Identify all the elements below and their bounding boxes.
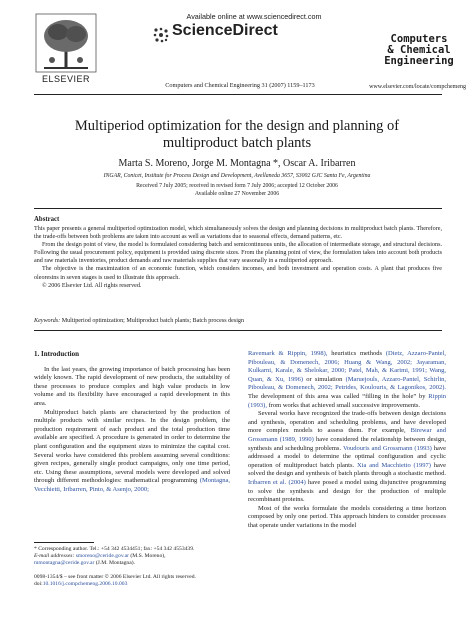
email-owner: (J.M. Montagna).: [95, 560, 135, 567]
keywords-text: Multiperiod optimization; Multiproduct batch plants; Batch process design: [61, 318, 244, 324]
corresponding-author: * Corresponding author. Tel.: +54 342 4534451; fax: +54 342 4553439.: [34, 546, 195, 552]
abstract-top-rule: [34, 208, 442, 209]
affiliation: INGAR, Conicet, Institute for Process Design and Development, Avellaneda 3657, S3002 GJC Santa Fe, Argentina: [103, 173, 371, 179]
email-link[interactable]: smoreno@ceride.gov.ar: [75, 553, 129, 560]
body-text: have solved the design and synthesis of batch plants through a stochastic method.: [248, 461, 446, 478]
article-title: [40, 118, 434, 152]
journal-logo: [376, 34, 462, 67]
available-online-date: Available online 27 November 2006: [194, 190, 280, 197]
body-text: have addressed a model to determine the optimal configuration and cyclic operation of multiproduct batch plants.: [248, 444, 446, 469]
section-heading-introduction: 1. Introduction: [34, 350, 79, 358]
sciencedirect-dots-icon: [152, 26, 170, 44]
publisher-name: ELSEVIER: [41, 74, 91, 84]
received-dates: Received 7 July 2005; received in revised form 7 July 2006; accepted 12 October 2006: [136, 183, 338, 189]
abstract-paragraph: From the design point of view, the model is formulated considering batch and semicontinuous units, the allocation of intermediate storage, and structural decisions. Following the usual procurement policy, equipment is provided using discrete sizes. From the planning point of view, the formulation takes into account both products and raw materials inventories, product demands and raw materials supplies that vary seasonally in a multiperiod approach.: [34, 242, 442, 265]
journal-url[interactable]: www.elsevier.com/locate/compchemeng: [369, 84, 466, 90]
email-line: [34, 560, 230, 567]
citation-link[interactable]: Birewar and Grossmann (1989, 1990): [248, 427, 446, 443]
citation-link[interactable]: Xia and Macchietto (1997): [357, 461, 431, 469]
header-rule: [34, 94, 442, 95]
body-text: heuristics methods: [327, 350, 386, 357]
email-owner: (M.S. Moreno),: [130, 553, 166, 560]
citation-link[interactable]: (Montagna, Vecchietti, Iribarren, Pinto, & Asenjo, 2000;: [34, 477, 230, 493]
journal-logo-line1: Computers: [390, 33, 448, 45]
doi-line: [34, 581, 230, 588]
author-list: Marta S. Moreno, Jorge M. Montagna *, Oscar A. Iribarren: [118, 158, 356, 169]
available-online-text: Available online at www.sciencedirect.com: [186, 12, 322, 21]
body-paragraph: Most of the works formulate the models considering a time horizon composed by only one period. This approach hinders to consider processes that operate under variations in the model: [248, 504, 446, 529]
abstract-body: [34, 225, 442, 290]
doi-label: doi:: [34, 581, 43, 588]
title-line2: multiproduct batch plants: [162, 135, 312, 151]
corresponding-author-footnote: [34, 542, 230, 568]
doi-link[interactable]: 10.1016/j.compchemeng.2006.10.003: [42, 581, 128, 588]
citation-link[interactable]: Ravemark & Rippin, 1998),: [248, 350, 328, 357]
citation-link[interactable]: Rippin (1993),: [248, 392, 446, 409]
citation-link[interactable]: (Dietz, Azzaro-Pantel, Pibouleau, & Domenech, 2006; Huang & Wang, 2002; Jayaraman, Kulkarni, Karale, & Shelokar, 2000; Patel, Mah, & Karimi, 1991; Wang, Quan, & Xu, 1996): [248, 350, 446, 383]
body-text: The development of this area was called “filling in the hole” by: [248, 392, 429, 400]
copyright-line: © 2006 Elsevier Ltd. All rights reserved.: [42, 282, 142, 289]
abstract-paragraph: This paper presents a general multiperiod optimization model, which simultaneously solves the design and planning decisions in multiproduct batch plants. Therefore, the trade-offs between both problems are taken into account as well as variations due to seasonal effects, demand patterns, etc.: [34, 226, 442, 241]
issn-doi-block: [34, 574, 230, 588]
abstract-heading: Abstract: [34, 216, 60, 223]
keywords-line: [34, 318, 442, 324]
body-text: have considered the relationship between design, synthesis and scheduling problems.: [248, 435, 446, 452]
email-label: E-mail addresses:: [34, 553, 75, 560]
right-column: [248, 350, 446, 530]
body-paragraph: [34, 409, 230, 495]
email-link[interactable]: mmontagna@ceride.gov.ar: [34, 560, 95, 567]
elsevier-tree-logo: [34, 12, 98, 74]
abstract-paragraph: The objective is the maximization of an economic function, which considers incomes, and both investment and operation costs. A plant that produces five oleoresins in seven stages is used to illustrate this approach.: [34, 266, 442, 281]
journal-logo-line3: Engineering: [384, 55, 454, 67]
footnote-rule: [34, 542, 94, 543]
sciencedirect-logo: ScienceDirect: [172, 22, 278, 39]
body-paragraph: In the last years, the growing importance of batch processing has been widely known. The rapid development of new products, the suitability of these processes to produce complex and high value products in low volume and its flexibility have encouraged a rapid development in this area.: [34, 365, 230, 407]
body-text: from works that achieved small successive improvements.: [266, 401, 421, 409]
title-line1: Multiperiod optimization for the design and planning of: [74, 118, 400, 134]
citation-link[interactable]: (Maruejouls, Azzaro-Pantel, Schirlin, Pibouleau, & Domenech, 2002; Petrides, Koulouris, & Lagonikos, 2002).: [248, 375, 447, 392]
article-dates: [40, 183, 434, 198]
journal-citation: Computers and Chemical Engineering 31 (2007) 1159–1173: [165, 82, 315, 89]
body-paragraph: [248, 410, 446, 505]
body-text: have posed a model using disjunctive programming to solve the synthesis and design for the production of multiple recombinant proteins.: [248, 478, 446, 504]
keywords-label: Keywords:: [34, 318, 61, 324]
body-paragraph: [248, 350, 446, 410]
left-column: [34, 350, 230, 495]
journal-logo-line2: & Chemical: [387, 44, 451, 56]
citation-link[interactable]: Voudouris and Grossmann (1993): [342, 444, 432, 452]
citation-link[interactable]: Iribarren et al. (2004): [248, 478, 306, 486]
abstract-bottom-rule: [34, 330, 442, 331]
body-text: Multiproduct batch plants are characterized by the production of multiple products with similar recipes. In the design problem, the production requirement of each product and the total production time available are specified. A procedure is generated in order to determine the plant configuration and the equipment sizes to minimize the capital cost. Several works have considered this problem assuming several conditions: given recipes, generally single product campaigns, only one time period, etc. Using these assumptions, several models were developed and solved through different methodologies: mathematical programming: [34, 408, 230, 485]
body-text: Several works have recognized the trade-offs between design decisions and synthesis, operation and scheduling problems, and have developed more complex models to assess them. For example,: [248, 410, 446, 435]
issn-line: 0098-1354/$ – see front matter © 2006 Elsevier Ltd. All rights reserved.: [34, 574, 196, 580]
body-text: or simulation: [303, 375, 346, 383]
